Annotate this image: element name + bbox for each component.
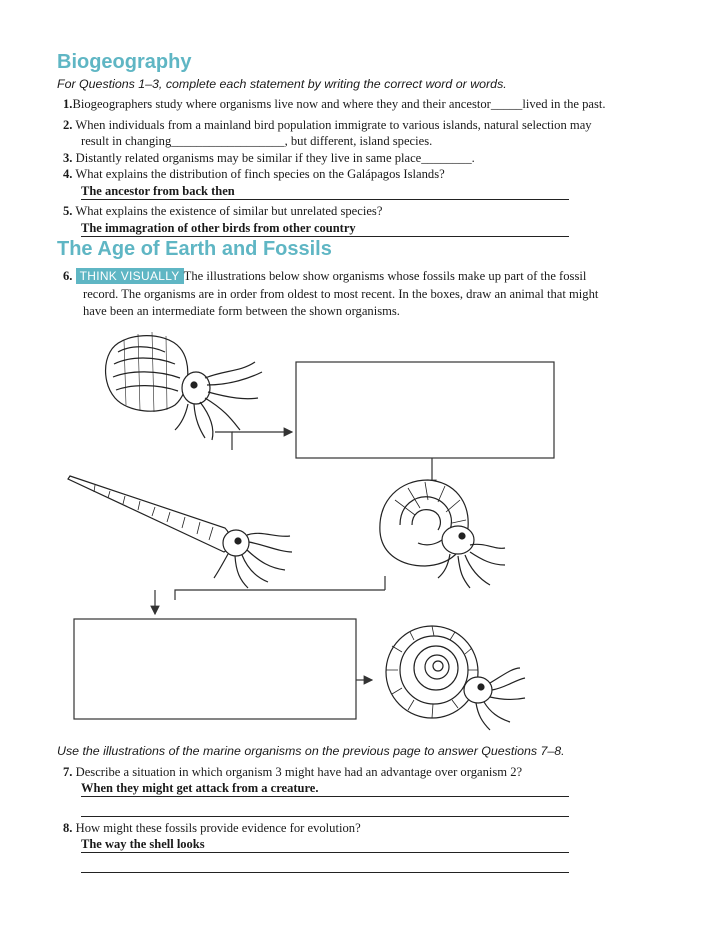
think-visually-badge: THINK VISUALLY: [76, 268, 184, 284]
question-number: 4.: [63, 167, 73, 181]
question-text: How might these fossils provide evidence for evolution?: [75, 821, 361, 835]
question-number: 6.: [63, 269, 73, 283]
section-title-age-of-earth: The Age of Earth and Fossils: [57, 238, 332, 260]
question-number: 2.: [63, 118, 73, 132]
answer-line-q7-blank[interactable]: [81, 800, 569, 817]
question-6-line-3: have been an intermediate form between the shown organisms.: [83, 304, 400, 318]
question-7: [63, 764, 723, 780]
question-2-continued: result in changing__________________, but different, island species.: [81, 134, 433, 148]
answer-line-q8[interactable]: The way the shell looks: [81, 837, 569, 853]
question-8: [63, 820, 723, 836]
connector-line: [215, 432, 232, 450]
answer-line-q4[interactable]: The ancestor from back then: [81, 184, 569, 200]
question-text: Biogeographers study where organisms live now and where they and their ancestor_____lived in the past.: [72, 97, 606, 111]
question-number: 3.: [63, 151, 73, 165]
instructions-q1-3: For Questions 1–3, complete each statement by writing the correct word or words.: [57, 77, 507, 91]
answer-line-q8-blank[interactable]: [81, 856, 569, 873]
question-number: 8.: [63, 821, 73, 835]
question-text: Describe a situation in which organism 3 might have had an advantage over organism 2?: [75, 765, 523, 779]
question-number: 5.: [63, 204, 73, 218]
ammonite-spiral-icon: [386, 626, 525, 730]
question-number: 1.: [63, 97, 73, 111]
coiled-nautilus-icon: [380, 480, 505, 588]
straight-cone-shell-cephalopod-icon: [68, 476, 292, 588]
question-text: Distantly related organisms may be similar if they live in same place________.: [75, 151, 475, 165]
answer-line-q5[interactable]: The immagration of other birds from other country: [81, 221, 569, 237]
connector-line-2: [175, 590, 265, 600]
question-text: What explains the distribution of finch species on the Galápagos Islands?: [75, 167, 445, 181]
question-number: 7.: [63, 765, 73, 779]
question-text: What explains the existence of similar but unrelated species?: [75, 204, 383, 218]
nautiloid-with-tentacles-icon: [106, 332, 262, 440]
section-title-biogeography: Biogeography: [57, 51, 192, 73]
answer-line-q7[interactable]: When they might get attack from a creature.: [81, 781, 569, 797]
question-6-line-2: record. The organisms are in order from oldest to most recent. In the boxes, draw an animal that might: [83, 287, 599, 301]
draw-box-2[interactable]: [74, 619, 356, 719]
instructions-q7-8: Use the illustrations of the marine organisms on the previous page to answer Questions 7–8.: [57, 744, 565, 758]
draw-box-1[interactable]: [296, 362, 554, 458]
question-text: The illustrations below show organisms whose fossils make up part of the fossil: [183, 269, 587, 283]
question-text: When individuals from a mainland bird population immigrate to various islands, natural selection may: [75, 118, 592, 132]
